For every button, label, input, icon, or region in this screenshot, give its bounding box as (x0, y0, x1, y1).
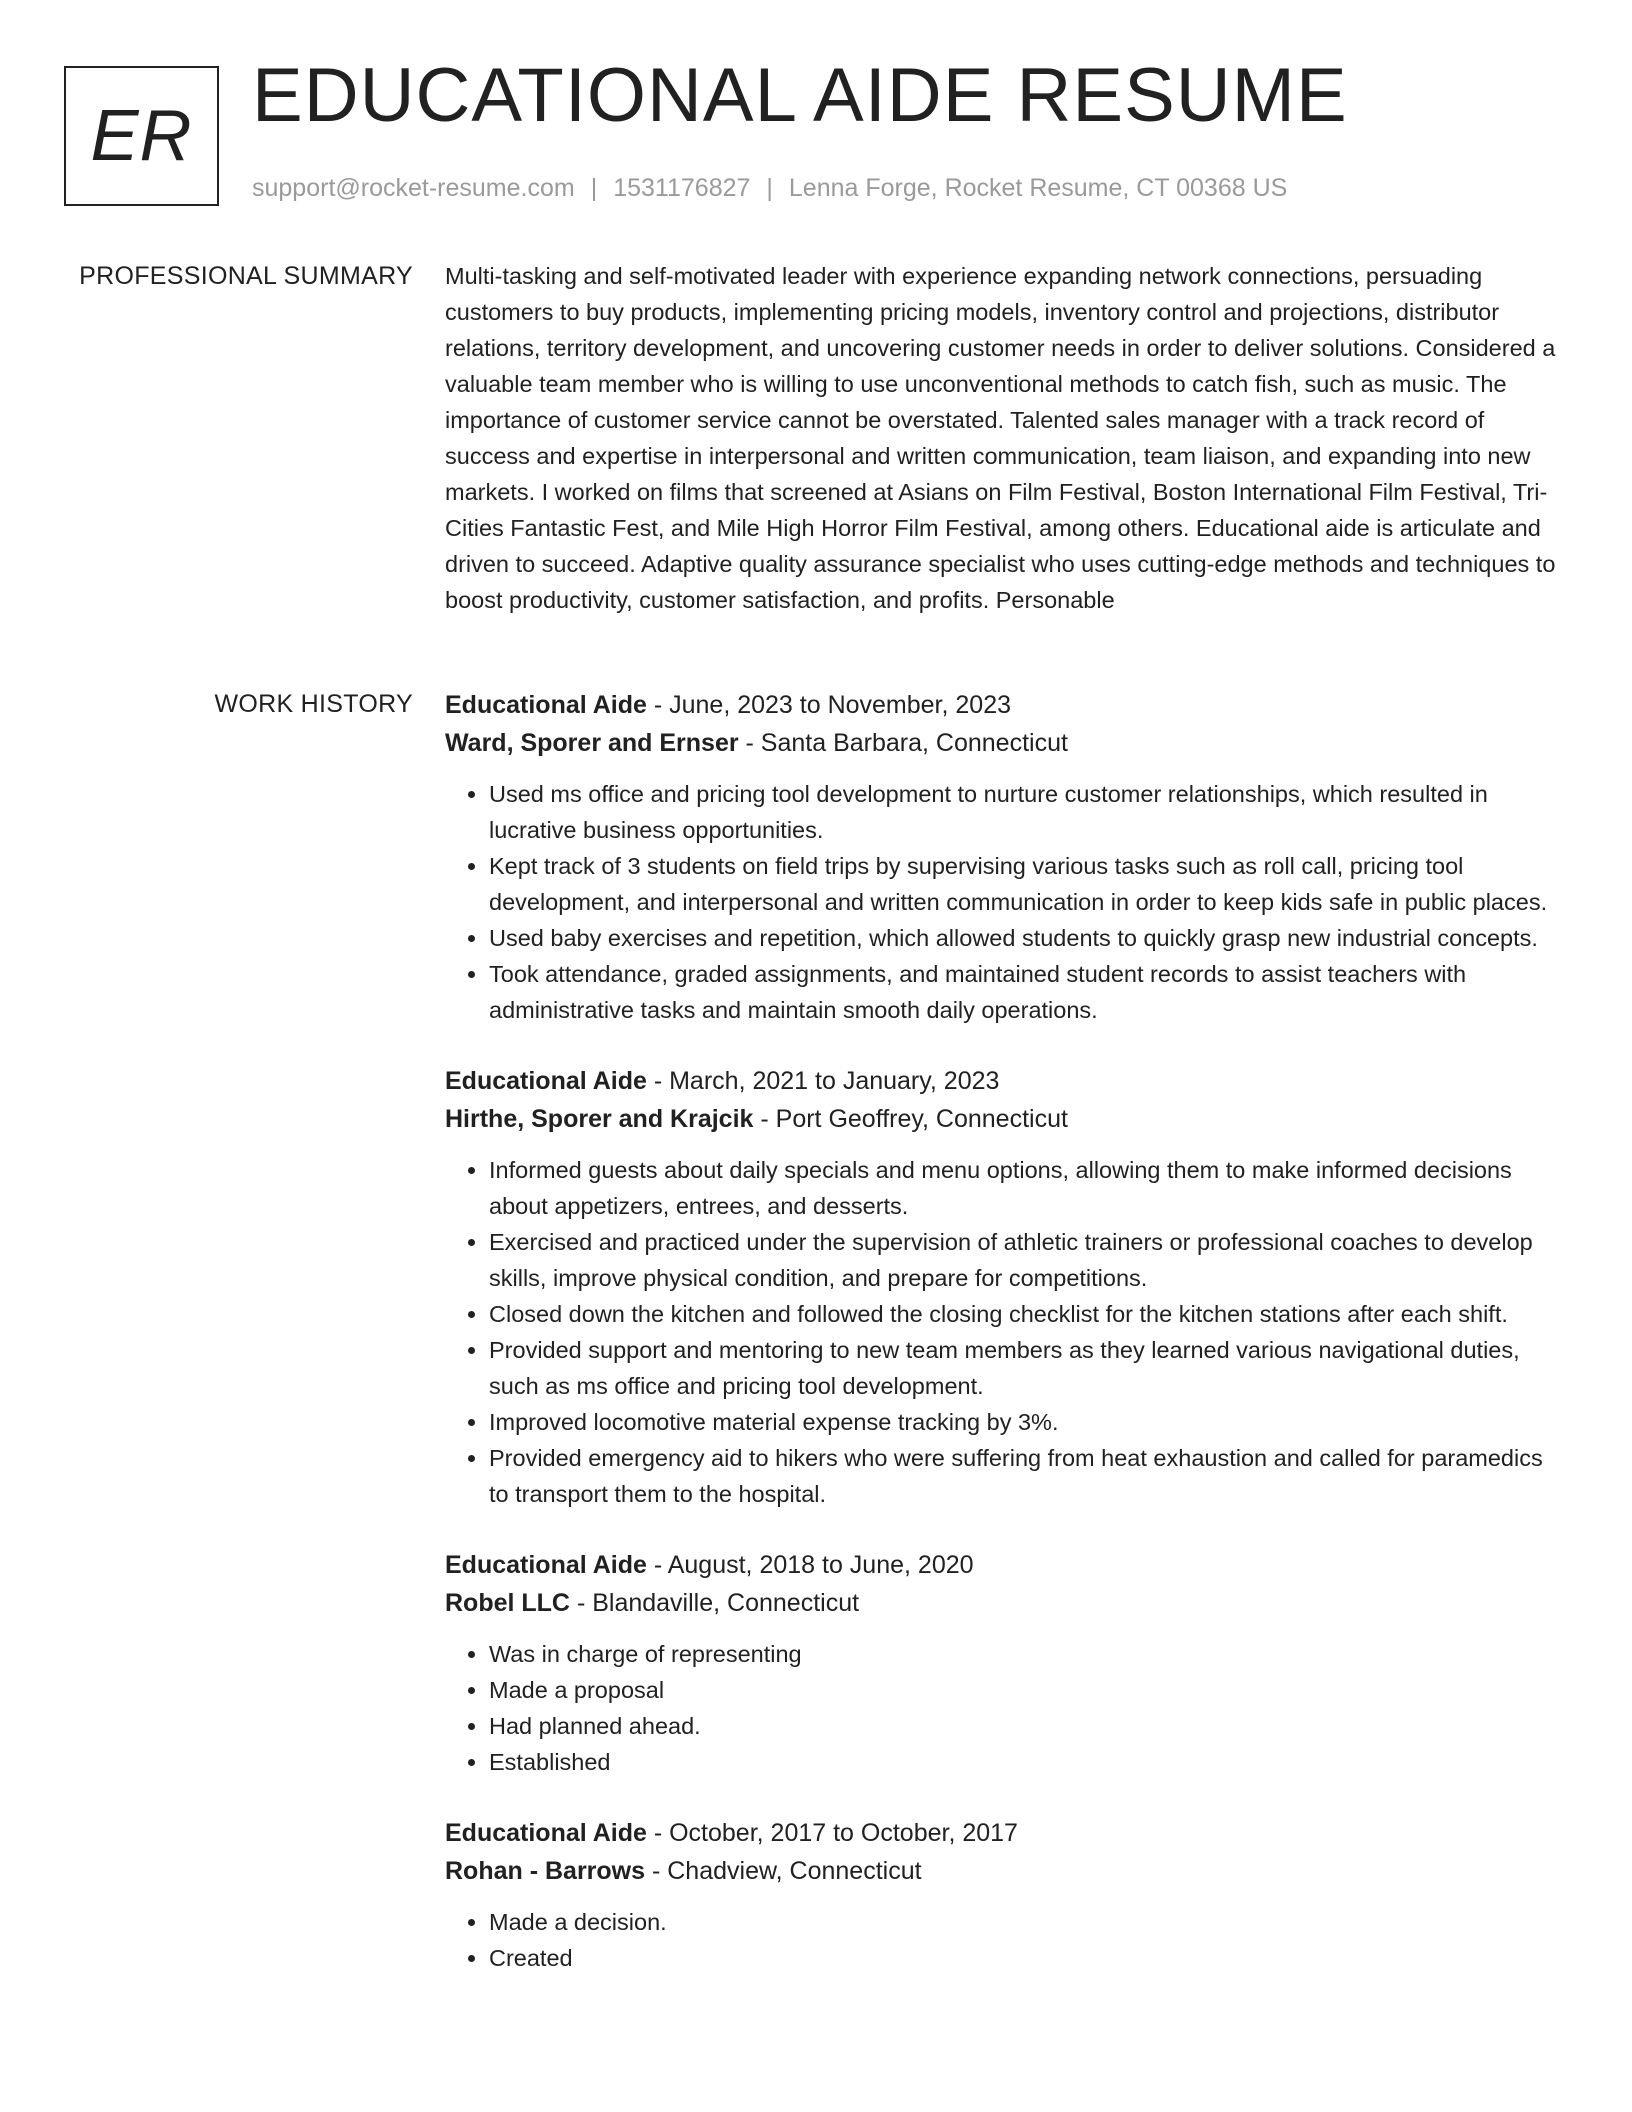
contact-separator: | (766, 174, 773, 202)
work-history-list (445, 686, 1565, 2010)
job-bullet: • Took attendance, graded assignments, and maintained student records to assist teachers with administrative tasks and maintain smooth daily operations. (489, 956, 1565, 1028)
job-bullet: • Used baby exercises and repetition, which allowed students to quickly grasp new industrial concepts. (489, 920, 1565, 956)
job-location: - Port Geoffrey, Connecticut (753, 1105, 1068, 1133)
job-bullets (445, 1152, 1565, 1512)
job-bullet: • Made a proposal (489, 1672, 1565, 1708)
job-bullet: • Was in charge of representing (489, 1636, 1565, 1672)
job-title: Educational Aide (445, 1819, 647, 1847)
job-company: Robel LLC (445, 1589, 570, 1617)
job-location: - Blandaville, Connecticut (570, 1589, 860, 1617)
job-company: Hirthe, Sporer and Krajcik (445, 1105, 754, 1133)
monogram-box (64, 66, 219, 206)
job-bullet: • Provided support and mentoring to new team members as they learned various navigational duties, such as ms office and pricing tool development. (489, 1332, 1565, 1404)
job-title-line (445, 1814, 1565, 1852)
professional-summary-text: Multi-tasking and self-motivated leader with experience expanding network connections, persuading customers to buy products, implementing pricing models, inventory control and projections, distributor relations, territory development, and uncovering customer needs in order to deliver solutions. Considered a valuable team member who is willing to use unconventional methods to catch fish, such as music. The importance of customer service cannot be overstated. Talented sales manager with a track record of success and expertise in interpersonal and written communication, team liaison, and expanding into new markets. I worked on films that screened at Asians on Film Festival, Boston International Film Festival, Tri-Cities Fantastic Fest, and Mile High Horror Film Festival, among others. Educational aide is articulate and driven to succeed. Adaptive quality assurance specialist who uses cutting-edge methods and techniques to boost productivity, customer satisfaction, and profits. Personable (445, 263, 1556, 613)
resume-title: EDUCATIONAL AIDE RESUME (252, 53, 1348, 138)
job-location: - Chadview, Connecticut (645, 1857, 922, 1885)
contact-line (252, 174, 1287, 203)
job-title: Educational Aide (445, 1551, 647, 1579)
job-company-line (445, 1584, 1565, 1622)
job-bullet: • Closed down the kitchen and followed the closing checklist for the kitchen stations after each shift. (489, 1296, 1565, 1332)
job-bullet: • Made a decision. (489, 1904, 1565, 1940)
job-title-line (445, 1062, 1565, 1100)
work-history-heading: WORK HISTORY (214, 690, 413, 718)
job-bullets (445, 1904, 1565, 1976)
monogram-initials: ER (90, 96, 193, 176)
contact-separator: | (590, 174, 598, 202)
job-company-line (445, 724, 1565, 762)
professional-summary-heading: PROFESSIONAL SUMMARY (79, 262, 413, 290)
job-dates: - October, 2017 to October, 2017 (646, 1819, 1018, 1847)
job-dates: - March, 2021 to January, 2023 (646, 1067, 1000, 1095)
contact-email[interactable]: support@rocket-resume.com (252, 174, 575, 202)
job-entry (445, 686, 1565, 1028)
job-location: - Santa Barbara, Connecticut (738, 729, 1068, 757)
job-bullets (445, 776, 1565, 1028)
job-entry (445, 1062, 1565, 1512)
job-entry (445, 1814, 1565, 1976)
job-entry (445, 1546, 1565, 1780)
job-bullet: • Had planned ahead. (489, 1708, 1565, 1744)
job-bullets (445, 1636, 1565, 1780)
job-company: Rohan - Barrows (445, 1857, 646, 1885)
job-bullet: • Informed guests about daily specials and menu options, allowing them to make informed decisions about appetizers, entrees, and desserts. (489, 1152, 1565, 1224)
job-title: Educational Aide (445, 1067, 647, 1095)
job-company-line (445, 1852, 1565, 1890)
job-bullet: • Kept track of 3 students on field trips by supervising various tasks such as roll call, pricing tool development, and interpersonal and written communication in order to keep kids safe in public places. (489, 848, 1565, 920)
job-title: Educational Aide (445, 691, 647, 719)
job-bullet: • Established (489, 1744, 1565, 1780)
job-title-line (445, 686, 1565, 724)
job-title-line (445, 1546, 1565, 1584)
job-bullet: • Used ms office and pricing tool development to nurture customer relationships, which resulted in lucrative business opportunities. (489, 776, 1565, 848)
job-bullet: • Exercised and practiced under the supervision of athletic trainers or professional coaches to develop skills, improve physical condition, and prepare for competitions. (489, 1224, 1565, 1296)
contact-phone[interactable]: 1531176827 (613, 174, 751, 202)
job-bullet: • Provided emergency aid to hikers who were suffering from heat exhaustion and called for paramedics to transport them to the hospital. (489, 1440, 1565, 1512)
job-company: Ward, Sporer and Ernser (445, 729, 739, 757)
job-bullet: • Created (489, 1940, 1565, 1976)
job-company-line (445, 1100, 1565, 1138)
job-dates: - June, 2023 to November, 2023 (646, 691, 1012, 719)
contact-address: Lenna Forge, Rocket Resume, CT 00368 US (788, 174, 1288, 202)
job-bullet: • Improved locomotive material expense tracking by 3%. (489, 1404, 1565, 1440)
job-dates: - August, 2018 to June, 2020 (646, 1551, 974, 1579)
